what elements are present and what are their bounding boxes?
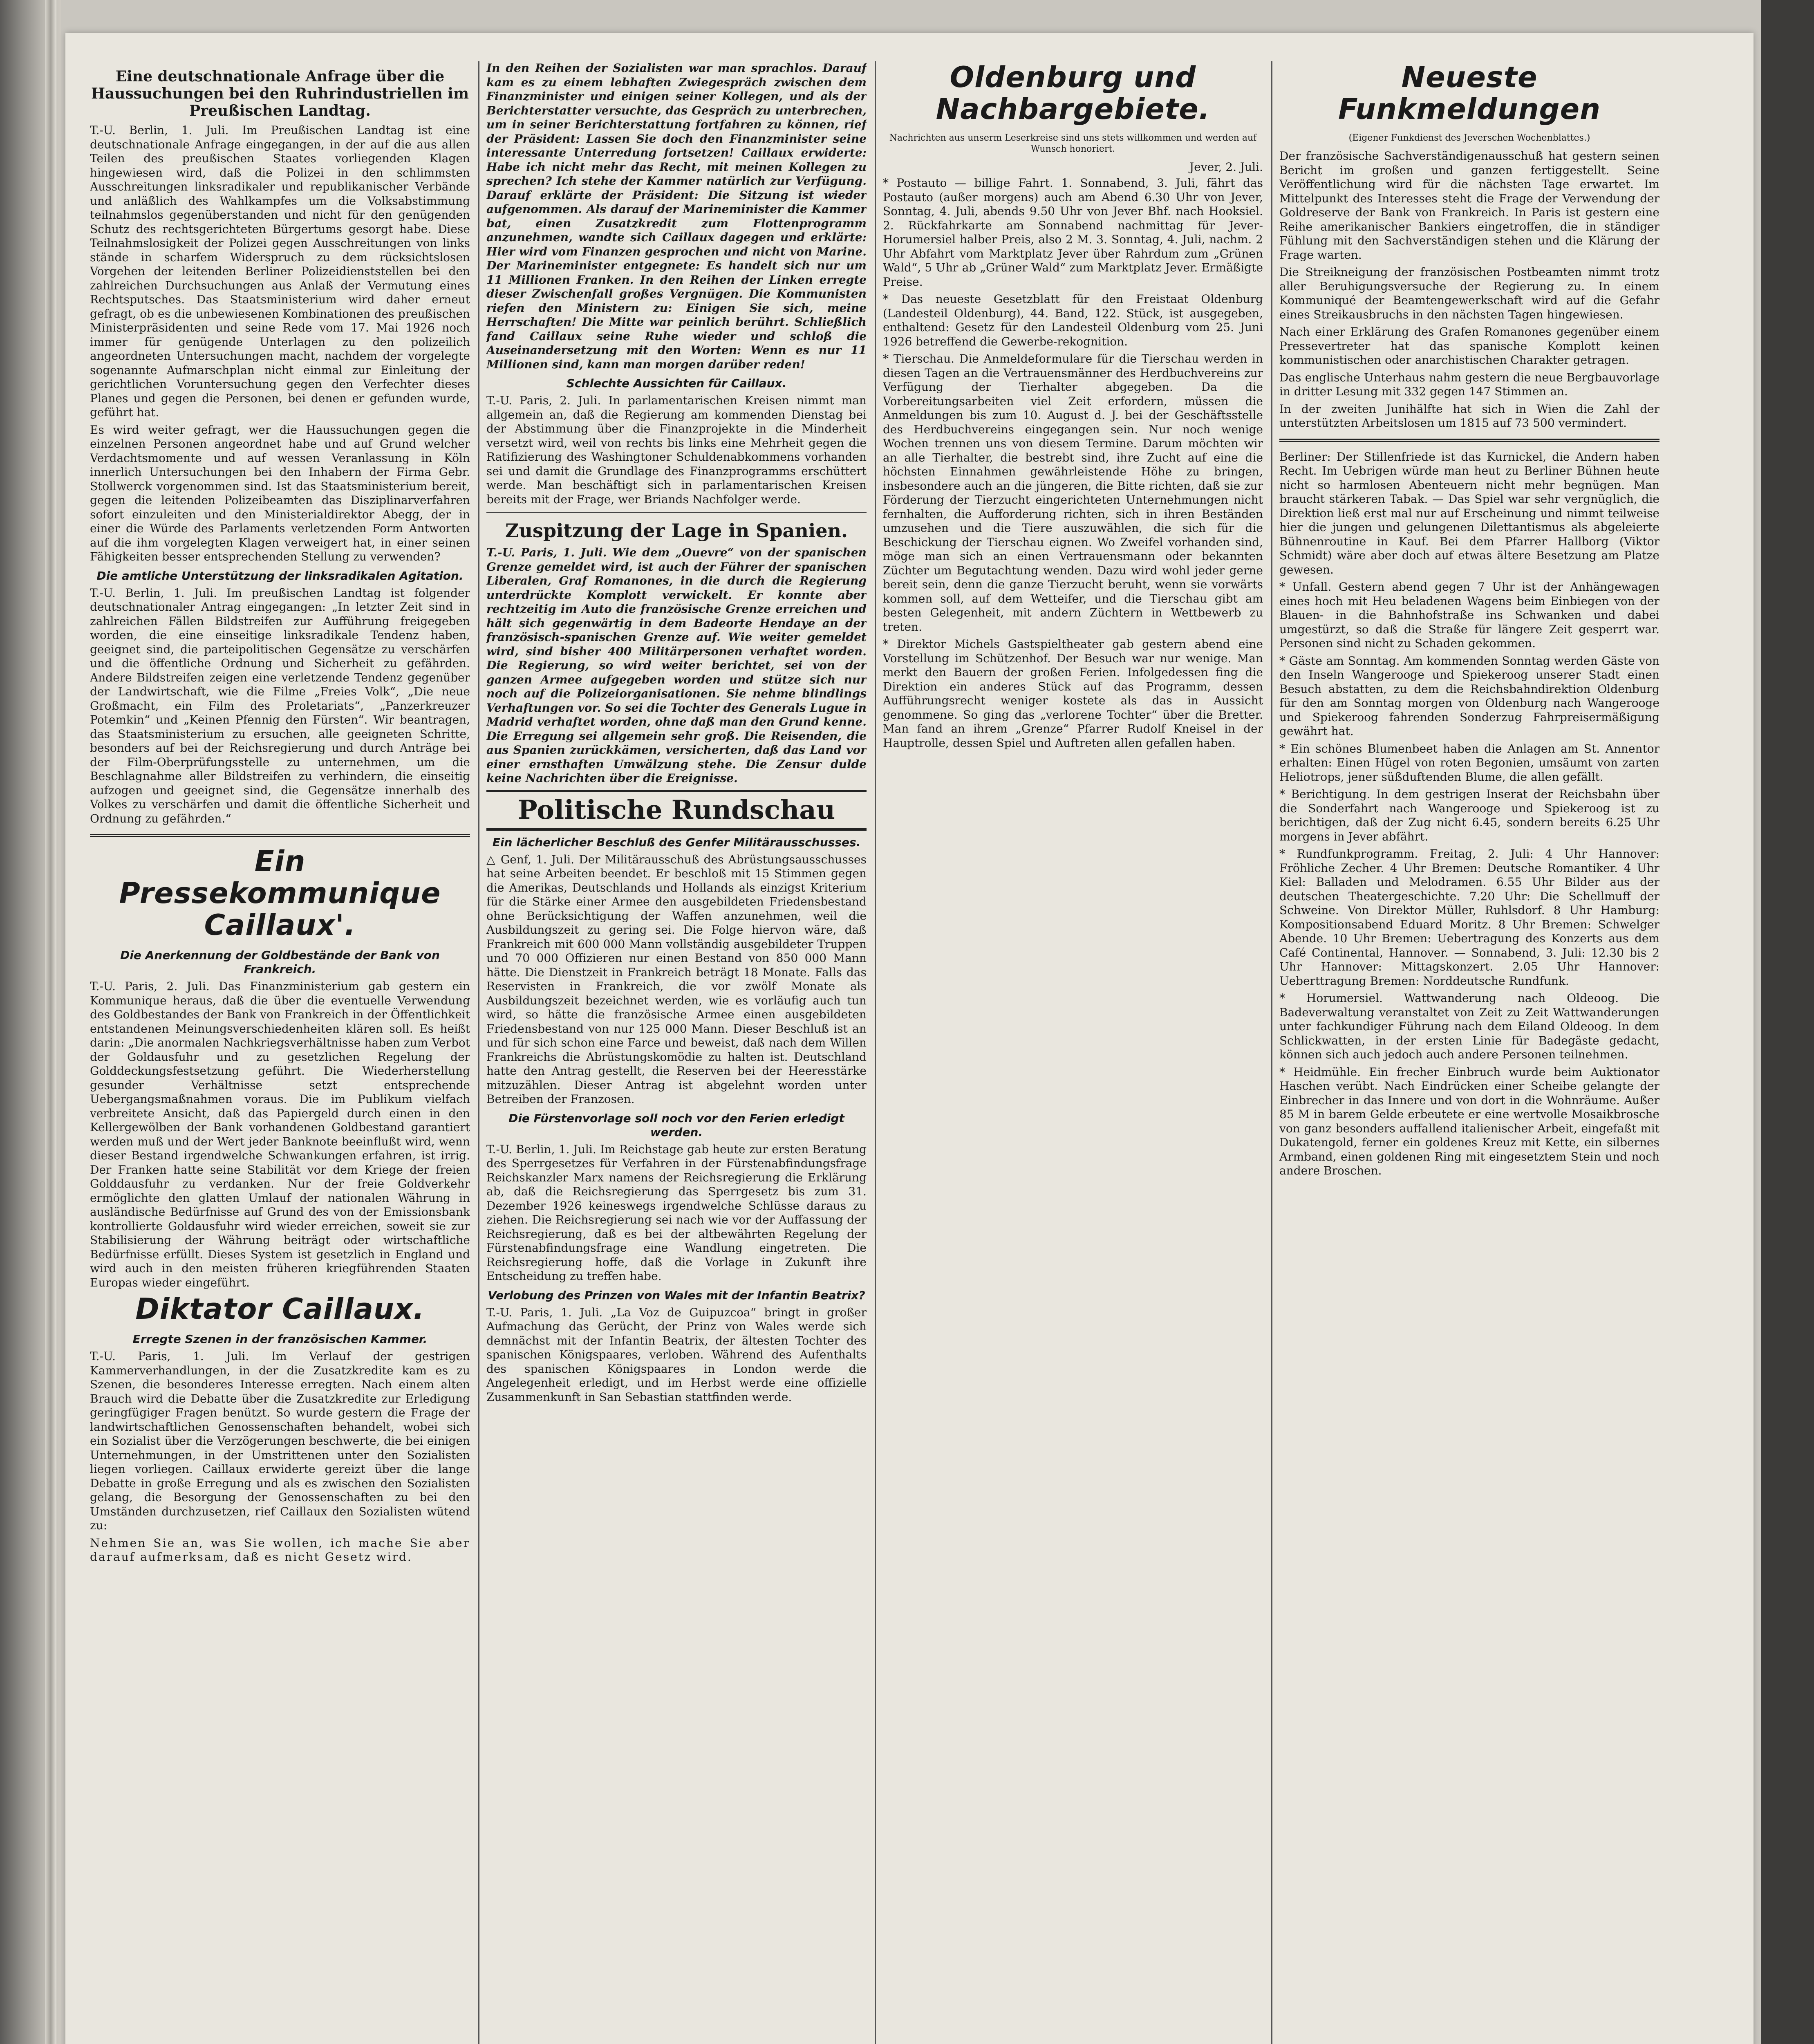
article-headline: Ein lächerlicher Beschluß des Genfer Militärausschusses. — [492, 835, 861, 849]
article-paragraph: Der französische Sachverständigenausschuß hat gestern seinen Bericht im großen und ganzen fertiggestellt. Seine Veröffentlichung wird für die nächsten Tage erwartet. Im Mittelpunkt des Interesses steht die Frage der Verwendung der Goldreserve der Bank von Frankreich. In Paris ist gestern eine Reihe amerikanischer Bankiers eingetroffen, die in ständiger Fühlung mit den Sachverständigen stehen und die Klärung der Frage warten. — [1279, 149, 1659, 262]
book-spine — [45, 0, 56, 2044]
article-paragraph: * Postauto — billige Fahrt. 1. Sonnabend, 3. Juli, fährt das Postauto (außer morgens) auch am Abend 6.30 Uhr von Jever, Sonntag, 4. Juli, abends 9.50 Uhr von Jever Bhf. nach Hooksiel. 2. Rückfahrkarte am Sonnabend nachmittag für Jever-Horumersiel halber Preis, also 2 M. 3. Sonntag, 4. Juli, nachm. 2 Uhr Abfahrt vom Marktplatz Jever über Rahrdum zum „Grünen Wald“, 5 Uhr ab „Grüner Wald“ zum Marktplatz Jever. Ermäßigte Preise. — [883, 176, 1263, 289]
article-paragraph: T.-U. Berlin, 1. Juli. Im preußischen Landtag ist folgender deutschnationaler Antrag eingegangen: „In letzter Zeit sind in zahlreichen Fällen Bildstreifen zur Aufführung freigegeben worden, die eine einseitige linksradikale Tendenz haben, geeignet sind, die parteipolitischen Gegensätze zu verschärfen und die öffentliche Ordnung und Sicherheit zu gefährden. Andere Bildstreifen zeigen eine verletzende Tendenz gegenüber der Landwirtschaft, wie die Filme „Freies Volk“, „Die neue Großmacht, ein Film des Proletariats“, „Panzerkreuzer Potemkin“ und „Keinen Pfennig den Fürsten“. Wir beantragen, das Staatsministerium zu ersuchen, alle geeigneten Schritte, besonders auf bei der Reichsregierung und durch Anträge bei der Film-Oberprüfungsstelle zu unternehmen, um die Beschlagnahme aller Bildstreifen zu verhindern, die einseitig aufzogen und geeignet sind, die Gegensätze innerhalb des Volkes zu verschärfen und damit die öffentliche Sicherheit und Ordnung zu gefährden.“ — [90, 586, 470, 825]
article-paragraph: Es wird weiter gefragt, wer die Haussuchungen gegen die einzelnen Personen angeordnet habe und auf Grund welcher Verdachtsmomente und auf wessen Veranlassung in Köln innerlich Untersuchungen bei den Inhabern der Firma Gebr. Stollwerck vorgenommen sind. Ist das Staatsministerium bereit, gegen die leitenden Polizeibeamten das Disziplinarverfahren sofort einzuleiten und den Ministerialdirektor Abegg, der in einer die Würde des Parlaments verletzenden Form Antworten auf die ihm vorgelegten Klagen verweigert hat, in einer seinen Fähigkeiten besser entsprechenden Stellung zu verwenden? — [90, 423, 470, 563]
article-paragraph: T.-U. Paris, 1. Juli. Wie dem „Ouevre“ von der spanischen Grenze gemeldet wird, ist auch der Führer der spanischen Liberalen, Graf Romanones, in die durch die Regierung unterdrückte Komplott verwickelt. Er konnte aber rechtzeitig im Auto die französische Grenze erreichen und hält sich gegenwärtig in dem Badeorte Hendaye an der französisch-spanischen Grenze auf. Wie weiter gemeldet wird, sind bisher 400 Militärpersonen verhaftet worden. Die Regierung, so wird weiter berichtet, sei von der ganzen Armee aufgegeben worden und stütze sich nur noch auf die Polizeiorganisationen. Sie nehme blindlings Verhaftungen vor. So sei die Tochter des Generals Lugue in Madrid verhaftet worden, ohne daß man den Grund kenne. Die Erregung sei allgemein sehr groß. Die Reisenden, die aus Spanien zurückkämen, versicherten, daß das Land vor einer ernsthaften Umwälzung stehe. Die Zensur dulde keine Nachrichten über die Ereignisse. — [486, 546, 867, 785]
article-paragraph: * Unfall. Gestern abend gegen 7 Uhr ist der Anhängewagen eines hoch mit Heu beladenen Wagens beim Einbiegen von der Blauen- in die Bahnhofstraße ins Schwanken und dabei umgestürzt, so daß die Straße für längere Zeit gesperrt war. Personen sind nicht zu Schaden gekommen. — [1279, 580, 1659, 650]
article-paragraph: * Gäste am Sonntag. Am kommenden Sonntag werden Gäste von den Inseln Wangerooge und Spiekeroog unserer Stadt einen Besuch abstatten, zu dem die Reichsbahndirektion Oldenburg für den am Sonntag morgen von Oldenburg nach Wangerooge und Spiekeroog fahrenden Sonderzug Fahrpreisermäßigung gewährt hat. — [1279, 654, 1659, 738]
article-subheadline: Erregte Szenen in der französischen Kammer. — [132, 1332, 428, 1346]
article-headline: Die Fürstenvorlage soll noch vor den Ferien erledigt werden. — [508, 1111, 844, 1139]
article-paragraph: △ Genf, 1. Juli. Der Militärausschuß des Abrüstungsausschusses hat seine Arbeiten beendet. Er beschloß mit 15 Stimmen gegen die Amerikas, Deutschlands und Hollands als einzigst Kriterium für die Stärke einer Armee den ausgebildeten Friedensbestand ohne Berücksichtigung der Waffen anzunehmen, weil die Ausbildungszeit zu gering sei. Die Folge hiervon wäre, daß Frankreich mit 600 000 Mann vollständig ausgebildeter Truppen und 70 000 Offizieren nur einen Bestand von 850 000 Mann hätte. Die Dienstzeit in Frankreich beträgt 18 Monate. Falls das Reservisten in Frankreich, die vor zwölf Monate als Ausbildungszeit bezeichnet werden, wie es vorläufig auch tun wird, so hätte die französische Armee einen ausgebildeten Friedensbestand von nur 125 000 Mann. Dieser Beschluß ist an und für sich schon eine Farce und beweist, daß nach dem Willen Frankreichs die Abrüstungskomödie zu halten ist. Deutschland hatte den Antrag gestellt, die Reserven bei der Heeresstärke mitzuzählen. Dieser Antrag ist abgelehnt worden unter Betreiben der Franzosen. — [486, 852, 867, 1106]
article-paragraph: T.-U. Berlin, 1. Juli. Im Preußischen Landtag ist eine deutschnationale Anfrage eingegangen, in der auf die aus allen Teilen des preußischen Staates vorliegenden Klagen hingewiesen wird, daß die Polizei in den schlimmsten Ausschreitungen linksradikaler und republikanischer Verbände und anläßlich des Wahlkampfes um die Volksabstimmung teilnahmslos gegenüberstanden und nicht für den genügenden Schutz des rechtsgerichteten Bürgertums gesorgt habe. Diese Teilnahmslosigkeit der Polizei gegen Ausschreitungen von links stände in scharfem Widerspruch zu dem rücksichtslosen Vorgehen der leitenden Berliner Polizeidienststellen bei den zahlreichen Durchsuchungen aus Anlaß der Vermutung eines Rechtsputsches. Das Staatsministerium wird daher erneut gefragt, ob es die unbewiesenen Kombinationen des preußischen Ministerpräsidenten und seine Rede vom 17. Mai 1926 noch immer für genügende Unterlagen zu den polizeilich angeordneten Untersuchungen macht, nachdem der vorgelegte sogenannte Aufmarschplan nicht einmal zur Einleitung der gerichtlichen Voruntersuchung gegen den Verfechter dieses Planes und gegen die Personen, bei denen er gefunden wurde, geführt hat. — [90, 123, 470, 419]
section-title: Politische Rundschau — [486, 790, 867, 831]
article-headline: Ein Pressekommunique Caillaux'. — [119, 845, 441, 942]
article-quote: Nehmen Sie an, was Sie wollen, ich mache Sie aber darauf aufmerksam, daß es nicht Gesetz wird. — [90, 1536, 470, 1564]
article-paragraph: * Heidmühle. Ein frecher Einbruch wurde beim Auktionator Haschen verübt. Nach Eindrücken einer Scheibe gelangte der Einbrecher in das Innere und von dort in die Wohnräume. Außer 85 M in barem Gelde erbeutete er eine wertvolle Mosaikbrosche von ganz besonders auffallend italienischer Arbeit, eingefaßt mit Dukatengold, ferner ein goldenes Kreuz mit Kette, ein silbernes Armband, einen goldenen Ring mit eingesetztem Stein und noch andere Broschen. — [1279, 1065, 1659, 1177]
section-note: Nachrichten aus unserm Leserkreise sind uns stets willkommen und werden auf Wunsch honoriert. — [889, 133, 1257, 154]
article-paragraph: T.-U. Berlin, 1. Juli. Im Reichstage gab heute zur ersten Beratung des Sperrgesetzes für Verfahren in der Fürstenabfindungsfrage Reichskanzler Marx namens der Reichsregierung die Erklärung ab, daß die Reichsregierung das Sperrgesetz bis zum 31. Dezember 1926 keineswegs irgendwelche Schlüsse daraus zu ziehen. Die Reichsregierung sei nach wie vor der Auffassung der Reichsregierung, daß es bei der altbewährten Regelung der Fürstenabfindungsfrage eine Wandlung eingetreten. Die Reichsregierung hoffe, daß die Vorlage in Zukunft ihre Entscheidung zu treffen habe. — [486, 1142, 867, 1283]
article-paragraph: * Horumersiel. Wattwanderung nach Oldeoog. Die Badeverwaltung veranstaltet von Zeit zu Zeit Wattwanderungen unter fachkundiger Führung nach dem Eiland Oldeoog. In dem Schlickwatten, in der ersten Linie für Badegäste gedacht, können sich auch jedoch auch andere Personen teilnehmen. — [1279, 991, 1659, 1061]
article-paragraph: * Direktor Michels Gastspieltheater gab gestern abend eine Vorstellung im Schützenhof. Der Besuch war nur wenige. Man merkt den Bauern der großen Ferien. Infolgedessen fing die Direktion ein anderes Stück auf das Programm, dessen Aufführungsrecht weniger kostete als das in Aussicht genommene. So ging das „verlorene Tochter“ über die Bretter. Man fand an ihrem „Grenze“ Pfarrer Rudolf Kneisel in der Hauptrolle, dessen Spiel und Auftreten allen gefallen haben. — [883, 637, 1263, 750]
article-paragraph: Berliner: Der Stillenfriede ist das Kurnickel, die Andern haben Recht. Im Uebrigen würde man heut zu Berliner Bühnen heute nicht so harmlosen Abenteuern nicht mehr begnügen. Man braucht stärkeren Tabak. — Das Spiel war sehr vergnüglich, die Direktion ließ erst mal nur auf Erscheinung und nimmt teilweise hier die jungen und gelungenen Dilettantismus als abgeleierte Bühnenroutine in Kauf. Bei dem Pfarrer Hallborg (Viktor Schmidt) wäre aber doch auf etwas ältere Besetzung am Platze gewesen. — [1279, 450, 1659, 576]
column-1 — [90, 61, 470, 2044]
article-paragraph: Das englische Unterhaus nahm gestern die neue Bergbauvorlage in dritter Lesung mit 332 gegen 147 Stimmen an. — [1279, 370, 1659, 398]
section-title: Neueste Funkmeldungen — [1338, 61, 1601, 126]
article-paragraph: Die Streikneigung der französischen Postbeamten nimmt trotz aller Beruhigungsversuche der Regierung zu. In einem Kommuniqué der Beamtengewerkschaft wird auf die Gefahr eines Streikausbruchs in den nächsten Tagen hingewiesen. — [1279, 265, 1659, 321]
column-4 — [1279, 61, 1659, 2044]
article-headline: Zuspitzung der Lage in Spanien. — [505, 520, 848, 542]
article-paragraph: T.-U. Paris, 2. Juli. In parlamentarischen Kreisen nimmt man allgemein an, daß die Regierung am kommenden Dienstag bei der Abstimmung über die Finanzprojekte in die Minderheit versetzt wird, weil von rechts bis links eine Mehrheit gegen die Ratifizierung des Washingtoner Schuldenabkommens vorhanden sei und damit die Grundlage des Finanzprogramms erschüttert werde. Man beschäftigt sich in parlamentarischen Kreisen bereits mit der Frage, wer Briands Nachfolger werde. — [486, 394, 867, 506]
column-rule — [875, 61, 876, 2044]
article-headline: Eine deutschnationale Anfrage über die Haussuchungen bei den Ruhrindustriellen im Preußischen Landtag. — [91, 68, 469, 119]
section-divider — [1279, 439, 1659, 442]
article-paragraph: In den Reihen der Sozialisten war man sprachlos. Darauf kam es zu einem lebhaften Zwiegespräch zwischen dem Finanzminister und einigen seiner Kollegen, und als der Berichterstatter versuchte, das Gespräch zu unterbrechen, um in seiner Berichterstattung fortfahren zu können, rief der Präsident: Lassen Sie doch den Finanzminister seine interessante Unterredung fortsetzen! Caillaux erwiderte: Habe ich nicht mehr das Recht, mit meinen Kollegen zu sprechen? Ich stehe der Kammer natürlich zur Verfügung. Darauf erklärte der Präsident: Die Sitzung ist wieder aufgenommen. Als darauf der Marineminister die Kammer bat, einen Zusatzkredit zum Flottenprogramm anzunehmen, wandte sich Caillaux dagegen und erklärte: Hier wird vom Finanzen gesprochen und nicht von Marine. Der Marineminister entgegnete: Es handelt sich nur um 11 Millionen Franken. In den Reihen der Linken erregte dieser Zwischenfall großes Vergnügen. Die Kommunisten riefen den Ministern zu: Einigen Sie sich, meine Herrschaften! Die Mitte war peinlich berührt. Schließlich fand Caillaux seine Ruhe wieder und schloß die Auseinandersetzung mit den Worten: Wenn es nur 11 Millionen sind, kann man morgen darüber reden! — [486, 61, 867, 371]
dateline: Jever, 2. Juli. — [1189, 160, 1263, 174]
article-paragraph: * Ein schönes Blumenbeet haben die Anlagen am St. Annentor erhalten: Einen Hügel von roten Begonien, umsäumt von zarten Heliotrops, jener süßduftenden Blume, die allen gefällt. — [1279, 742, 1659, 784]
section-divider — [486, 512, 867, 513]
column-rule — [1271, 61, 1272, 2044]
article-paragraph: Nach einer Erklärung des Grafen Romanones gegenüber einem Pressevertreter hat das spanische Komplott keinen kommunistischen oder anarchistischen Charakter getragen. — [1279, 325, 1659, 367]
article-paragraph: In der zweiten Junihälfte hat sich in Wien die Zahl der unterstützten Arbeitslosen um 1815 auf 73 500 vermindert. — [1279, 402, 1659, 430]
section-divider — [90, 834, 470, 837]
article-headline: Schlechte Aussichten für Caillaux. — [566, 377, 787, 390]
article-paragraph: T.-U. Paris, 1. Juli. „La Voz de Guipuzcoa“ bringt in großer Aufmachung das Gerücht, der Prinz von Wales werde sich demnächst mit der Infantin Beatrix, der ältesten Tochter des spanischen Königspaares, verloben. Während des Aufenthalts des spanischen Königspaares in London werde die Angelegenheit erledigt, und im Herbst werde eine offizielle Zusammenkunft in San Sebastian stattfinden werde. — [486, 1305, 867, 1404]
article-subheadline: Die Anerkennung der Goldbestände der Bank von Frankreich. — [120, 948, 440, 976]
column-2 — [486, 61, 867, 2044]
article-paragraph: * Berichtigung. In dem gestrigen Inserat der Reichsbahn über die Sonderfahrt nach Wangerooge und Spiekeroog ist zu berichtigen, daß der Zug nicht 6.45, sondern bereits 6.25 Uhr morgens in Jever abfährt. — [1279, 787, 1659, 843]
article-headline: Die amtliche Unterstützung der linksradikalen Agitation. — [96, 569, 464, 583]
column-3 — [883, 61, 1263, 2044]
article-headline: Verlobung des Prinzen von Wales mit der Infantin Beatrix? — [488, 1288, 865, 1302]
article-headline: Diktator Caillaux. — [135, 1292, 425, 1326]
article-paragraph: T.-U. Paris, 2. Juli. Das Finanzministerium gab gestern ein Kommunique heraus, daß die über die eventuelle Verwendung des Goldbestandes der Bank von Frankreich in der Öffentlichkeit entstandenen Meinungsverschiedenheiten klären soll. Es heißt darin: „Die anormalen Nachkriegsverhältnisse haben zum Verbot der Goldausfuhr und zu gesetzlichen Regelung der Golddeckungsfestsetzung geführt. Die Wiederherstellung gesunder Verhältnisse setzt entsprechende Uebergangsmaßnahmen voraus. Die im Publikum vielfach verbreitete Ansicht, daß das Papiergeld durch einen in den Kellergewölben der Bank vorhandenen Goldbestand garantiert werden muß und der Wert jeder Banknote beeinflußt wird, wenn dieser Bestand irgendwelche Schwankungen erfahren, ist irrig. Der Franken hatte seine Stabilität vor dem Kriege der freien Golddausfuhr zu verdanken. Nur der freie Goldverkehr ermöglichte den glatten Umlauf der nationalen Währung in ausländische Bedürfnisse auf Grund des von der Emissionsbank kontrollierte Goldausfuhr wird wieder erreichen, soweit sie zur Stabilisierung der Währung beiträgt oder wirtschaftliche Bedürfnisse erfüllt. Dieses System ist gesetzlich in England und wird auch in den meisten früheren kriegführenden Staaten Europas wieder eingeführt. — [90, 979, 470, 1289]
article-paragraph: * Rundfunkprogramm. Freitag, 2. Juli: 4 Uhr Hannover: Fröhliche Zecher. 4 Uhr Bremen: Deutsche Romantiker. 4 Uhr Kiel: Balladen und Melodramen. 6.55 Uhr Bilder aus der deutschen Theatergeschichte. 7.20 Uhr: Die Schellmuff der Schweine. Von Direktor Müller, Ruhlsdorf. 8 Uhr Hamburg: Kompositionsabend Eduard Moritz. 8 Uhr Bremen: Schwelger Abende. 10 Uhr Bremen: Uebertragung des Konzerts aus dem Café Continental, Hannover. — Sonnabend, 3. Juli: 12.30 bis 2 Uhr Hannover: Mittagskonzert. 2.05 Uhr Hannover: Ueberttragung Bremen: Norddeutsche Rundfunk. — [1279, 847, 1659, 988]
article-paragraph: T.-U. Paris, 1. Juli. Im Verlauf der gestrigen Kammerverhandlungen, in der die Zusatzkredite kam es zu Szenen, die besonderes Interesse erregten. Nach einem alten Brauch wird die Debatte über die Zusatzkredite zur Erledigung geringfügiger Fragen benützt. So wurde gestern die Frage der landwirtschaftlichen Genossenschaften behandelt, wobei sich ein Sozialist über die Verzögerungen beschwerte, die bei einigen Unternehmungen, in der Umstrittenen unter den Sozialisten liegen vorliegen. Caillaux erwiderte gereizt über die lange Debatte in große Erregung und als es zwischen den Sozialisten gelang, die Besorgung der Genossenschaften zu bei den Umständen durchzusetzen, rief Caillaux den Sozialisten wütend zu: — [90, 1349, 470, 1532]
article-paragraph: * Das neueste Gesetzblatt für den Freistaat Oldenburg (Landesteil Oldenburg), 44. Band, 122. Stück, ist ausgegeben, enthaltend: Gesetz für den Landesteil Oldenburg vom 25. Juni 1926 betreffend die Gewerbe-rekognition. — [883, 292, 1263, 348]
article-paragraph: * Tierschau. Die Anmeldeformulare für die Tierschau werden in diesen Tagen an die Vertrauensmänner des Herdbuchvereins zur Verfügung der Tierhalter abgegeben. Da die Vorbereitungsarbeiten viel Zeit erfordern, müssen die Anmeldungen bis zum 10. August d. J. bei der Geschäftsstelle des Herdbuchvereins eingegangen sein. Nur noch wenige Wochen trennen uns von diesem Termine. Darum möchten wir an alle Tierhalter, die bestrebt sind, ihre Zucht auf eine die höchsten Einnahmen gewährleistende Höhe zu bringen, insbesondere auch an die jüngeren, die Bitte richten, daß sie zur Förderung der Tierzucht eingerichteten Unternehmungen nicht fernhalten, die Aufforderung richten, sich in ihren Beständen umzusehen und die Tiere auszuwählen, die sich für die Beschickung der Tierschau eignen. Wo Zweifel vorhanden sind, möge man sich an einen Vertrauensmann oder bekannten Züchter um Begutachtung wenden. Dazu wird wohl jeder gerne bereit sein, denn die ganze Tierzucht beruht, wenn sie vorwärts kommen soll, auf dem Wetteifer, und die Tierschau gibt am besten Gelegenheit, mit andern Züchtern in Wettbewerb zu treten. — [883, 352, 1263, 634]
section-note: (Eigener Funkdienst des Jeverschen Wochenblattes.) — [1348, 133, 1590, 143]
scan-background-right — [1761, 0, 1814, 2044]
column-rule — [478, 61, 479, 2044]
section-title: Oldenburg und Nachbargebiete. — [936, 61, 1210, 126]
